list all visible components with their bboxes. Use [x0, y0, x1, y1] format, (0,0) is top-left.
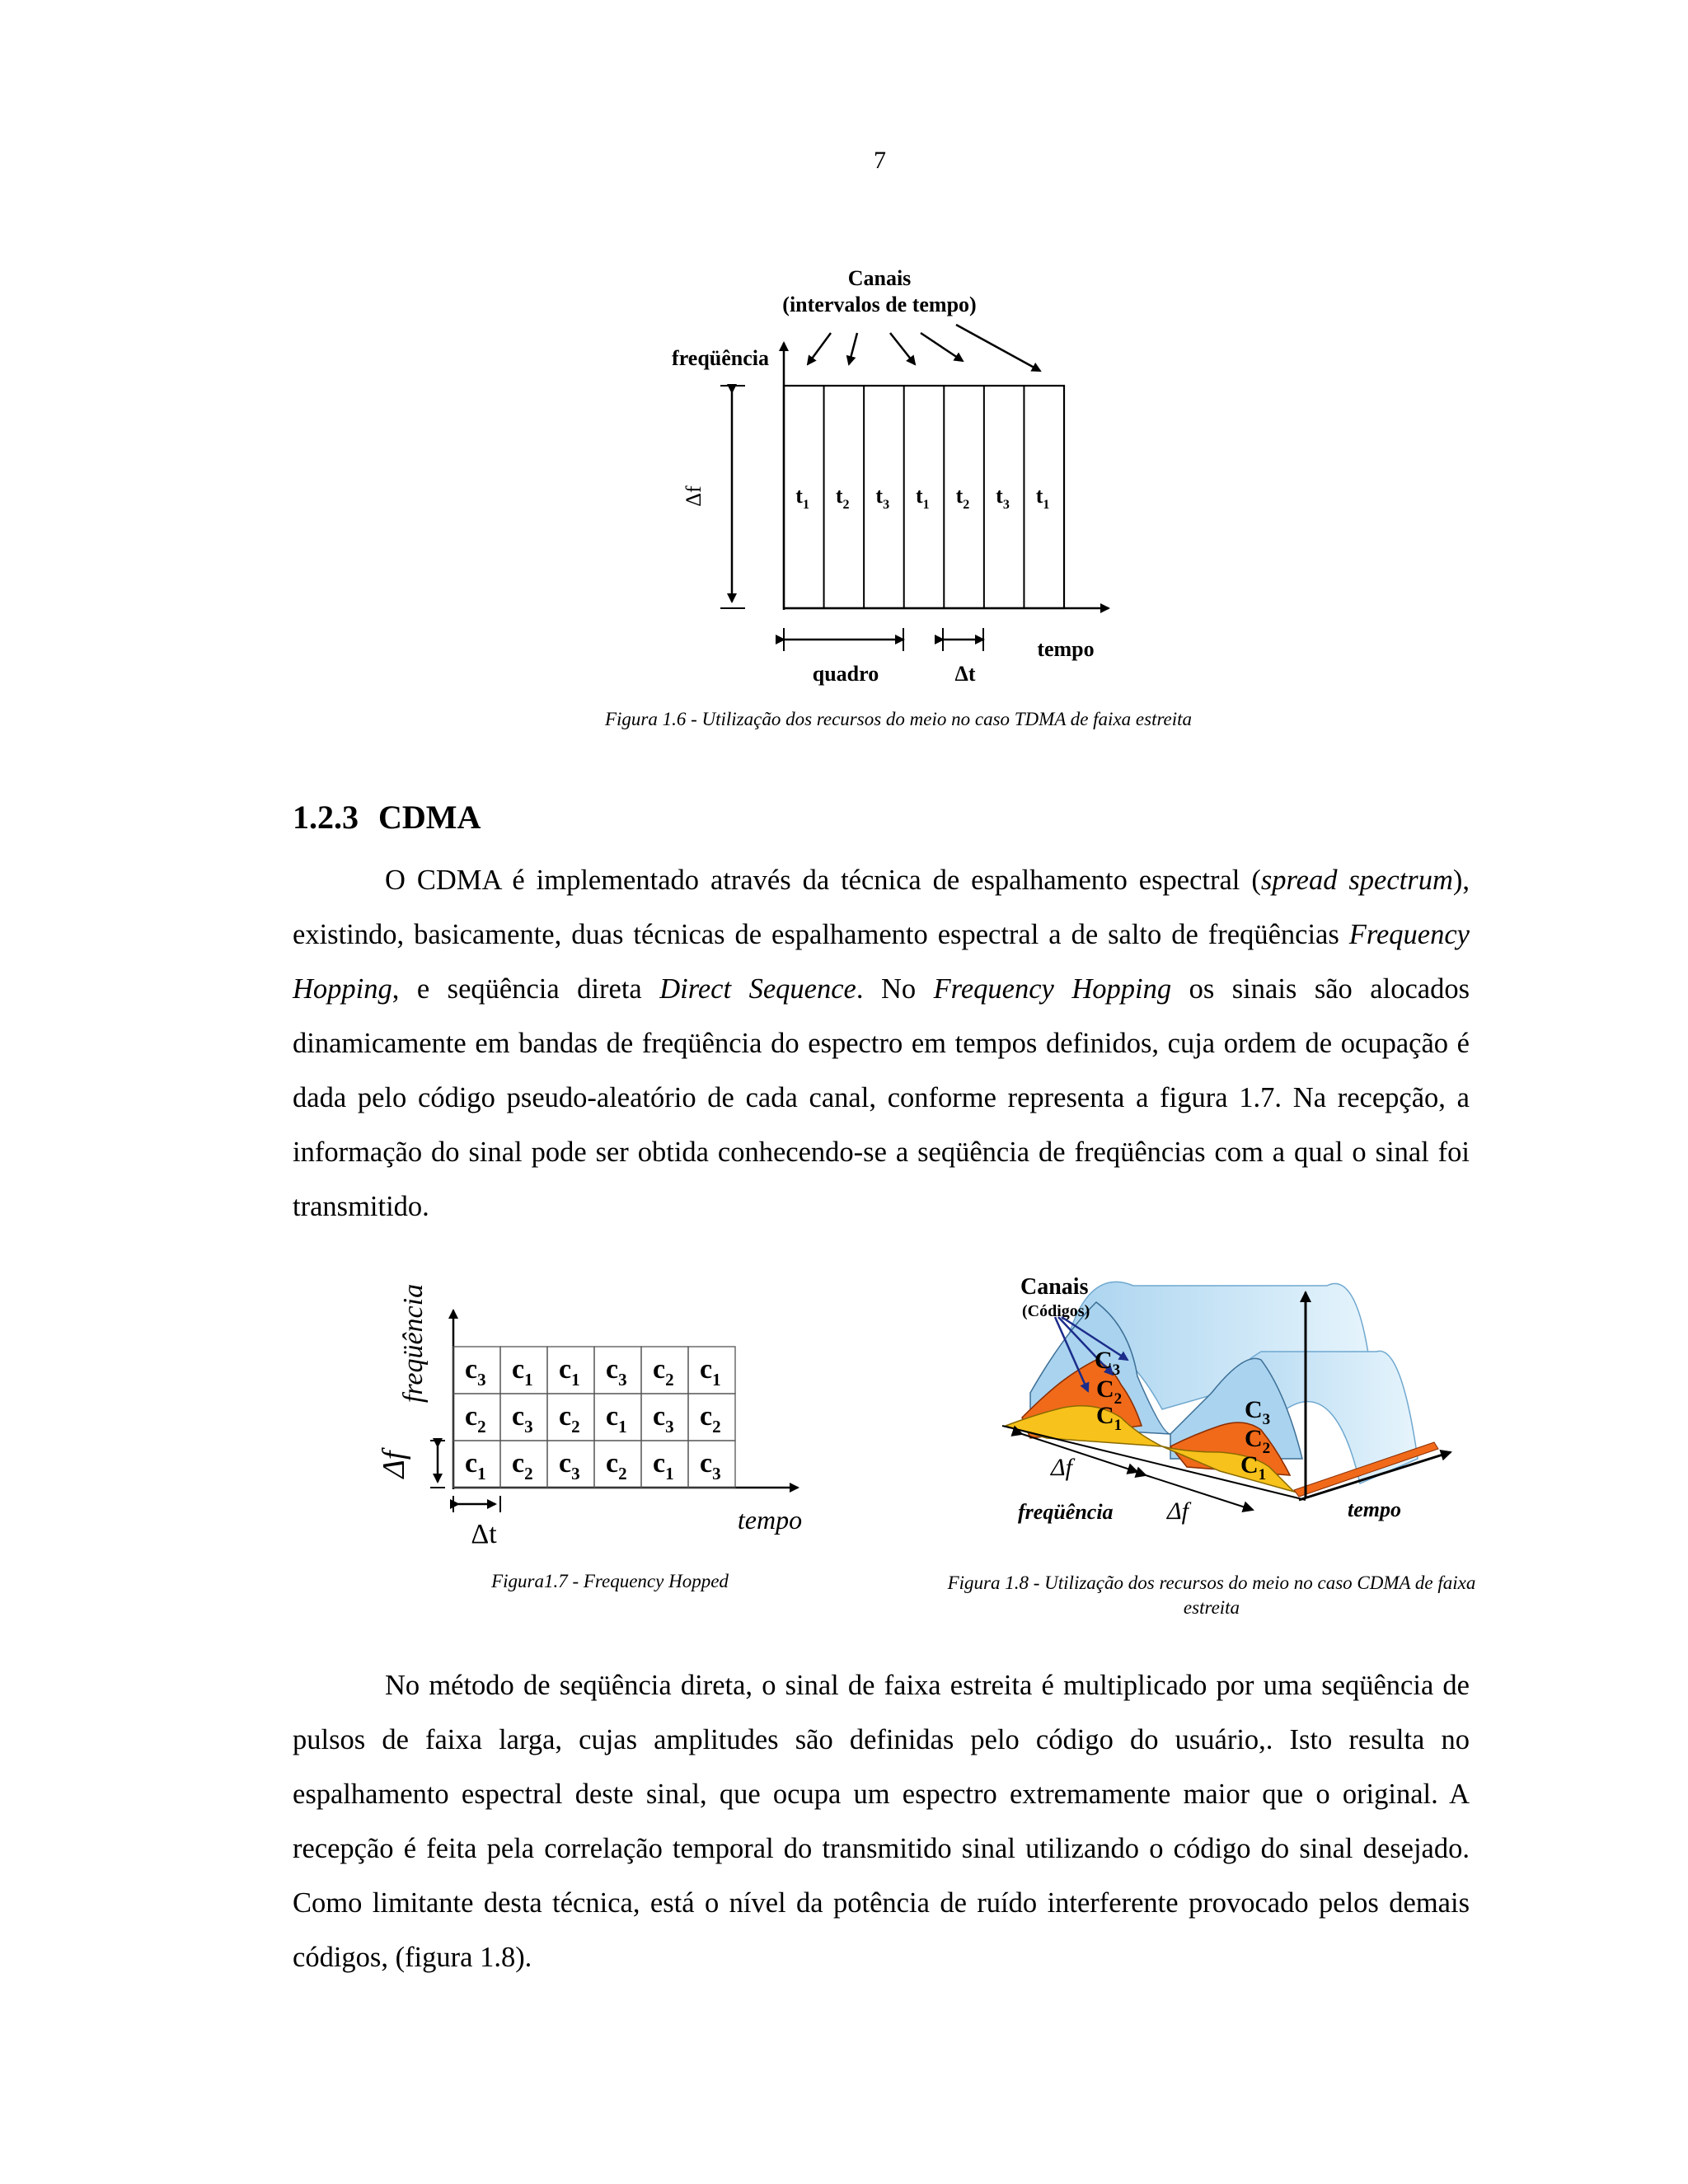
- fig17-code-label: $c_2$: [700, 1401, 721, 1436]
- p1-text-3: , e seqüência direta: [392, 973, 660, 1005]
- fig17-code-label: $c_3$: [606, 1354, 627, 1390]
- fig18-code-label: $C_2$: [1245, 1425, 1271, 1457]
- section-title: CDMA: [378, 799, 481, 836]
- fig17-code-label: $c_3$: [700, 1448, 721, 1483]
- page-number: 7: [874, 147, 886, 174]
- fig17-code-label: $c_1$: [465, 1448, 486, 1483]
- fig18-code-label: $C_1$: [1240, 1451, 1267, 1483]
- fig18-code-label: $C_3$: [1245, 1396, 1271, 1428]
- fig16-slot-label: $t_2$: [955, 484, 970, 512]
- fig18-delta-f-arrow-2: [1146, 1475, 1253, 1510]
- fig16-x-label: tempo: [1037, 637, 1095, 661]
- section-heading: [293, 798, 481, 837]
- fig17-code-label: $c_1$: [700, 1354, 721, 1390]
- fig17-code-label: $c_1$: [512, 1354, 533, 1390]
- fig16-y-label: freqüência: [672, 346, 769, 370]
- fig16-slot-label: $t_1$: [795, 484, 809, 512]
- figure-1-7: [363, 1273, 824, 1562]
- fig18-code-label: $C_2$: [1096, 1376, 1123, 1408]
- fig17-code-label: $c_2$: [512, 1448, 533, 1483]
- p1-text-1: O CDMA é implementado através da técnica de espalhamento espectral (: [385, 865, 1261, 896]
- fig17-y-label: freqüência: [398, 1283, 429, 1404]
- fig16-slot-label: $t_3$: [875, 484, 890, 512]
- fig17-code-label: $c_3$: [512, 1401, 533, 1436]
- fig16-slot-label: $t_2$: [835, 484, 850, 512]
- p1-italic-frequency-hopping: Frequency Hopping: [293, 919, 1470, 1005]
- p2-text: No método de seqüência direta, o sinal de faixa estreita é multiplicado por uma seqüência de pulsos de faixa larga, cujas amplitudes são definidas pelo código do usuário,. Isto resulta no espalhamento espectral deste sinal, que ocupa um espectro extremamente maior que o original. A recepção é feita pela correlação temporal do transmitido sinal utilizando o código do sinal desejado. Como limitante desta técnica, está o nível da potência de ruído interferente provocado pelos demais códigos, (figura 1.8).: [293, 1670, 1470, 1973]
- fig16-slot-label: $t_1$: [916, 484, 930, 512]
- fig17-code-label: $c_3$: [653, 1401, 674, 1436]
- fig16-pointer-arrows: [808, 325, 1040, 371]
- fig17-caption: Figura1.7 - Frequency Hopped: [491, 1571, 729, 1591]
- fig16-slots: [795, 386, 1049, 608]
- fig18-time-label: tempo: [1348, 1497, 1401, 1521]
- fig16-slot-label: $t_3$: [996, 484, 1010, 512]
- fig17-delta-t-label: Δt: [471, 1519, 497, 1549]
- fig18-code-label: $C_3$: [1095, 1347, 1121, 1379]
- fig17-code-label: $c_3$: [465, 1354, 486, 1390]
- p1-text-5: os sinais são alocados dinamicamente em bandas de freqüência do espectro em tempos definidos, cuja ordem de ocupação é dada pelo código pseudo-aleatório de cada canal, conforme representa a figura 1.7. Na recepção, a informação do sinal pode ser obtida conhecendo-se a seqüência de freqüências com a qual o sinal foi transmitido.: [293, 973, 1470, 1222]
- p1-italic-frequency-hopping-2: Frequency Hopping: [933, 973, 1172, 1005]
- fig16-title-line2: (intervalos de tempo): [782, 293, 977, 316]
- paragraph-2: [293, 1658, 1470, 1985]
- fig17-delta-f-label: Δf: [377, 1451, 411, 1479]
- figure-1-6: [643, 255, 1121, 701]
- fig17-grid: [453, 1347, 735, 1488]
- fig17-code-label: $c_3$: [559, 1448, 580, 1483]
- fig17-code-label: $c_2$: [559, 1401, 580, 1436]
- fig18-caption-line1: Figura 1.8 - Utilização dos recursos do meio no caso CDMA de faixa: [947, 1572, 1476, 1593]
- fig16-caption: Figura 1.6 - Utilização dos recursos do meio no caso TDMA de faixa estreita: [604, 709, 1193, 729]
- p1-text-4: . No: [856, 973, 934, 1005]
- fig16-delta-f-label: Δf: [682, 485, 706, 507]
- fig16-frame-label: quadro: [812, 662, 879, 686]
- section-number: 1.2.3: [293, 799, 359, 836]
- fig18-subtitle: (Códigos): [1022, 1302, 1090, 1320]
- fig18-caption-line2: estreita: [1183, 1597, 1240, 1618]
- fig18-freq-label: freqüência: [1018, 1500, 1114, 1524]
- fig16-slot-label: $t_1$: [1035, 484, 1050, 512]
- fig18-caption: [915, 1571, 1508, 1620]
- fig17-code-label: $c_1$: [559, 1354, 580, 1390]
- fig17-code-label: $c_1$: [653, 1448, 674, 1483]
- fig18-code-label: $C_1$: [1096, 1402, 1123, 1434]
- fig17-code-label: $c_2$: [606, 1448, 627, 1483]
- p1-text-2: ), existindo, basicamente, duas técnicas de espalhamento espectral a de salto de freqüências: [293, 865, 1470, 950]
- fig18-title: Canais: [1020, 1274, 1089, 1300]
- fig17-x-label: tempo: [737, 1505, 803, 1535]
- fig18-delta-f-label-2: Δf: [1167, 1497, 1189, 1525]
- fig16-title-line1: Canais: [847, 266, 912, 290]
- p1-italic-direct-sequence: Direct Sequence: [659, 973, 856, 1005]
- fig16-delta-t-label: Δt: [954, 662, 976, 686]
- figure-1-8: [973, 1269, 1467, 1541]
- paragraph-1: [293, 853, 1470, 1234]
- fig16-frame-box: [784, 386, 1064, 608]
- fig17-code-label: $c_2$: [653, 1354, 674, 1390]
- p1-italic-spread-spectrum: spread spectrum: [1260, 865, 1453, 896]
- fig17-code-label: $c_2$: [465, 1401, 486, 1436]
- fig17-code-label: $c_1$: [606, 1401, 627, 1436]
- fig18-delta-f-label-1: Δf: [1051, 1454, 1072, 1481]
